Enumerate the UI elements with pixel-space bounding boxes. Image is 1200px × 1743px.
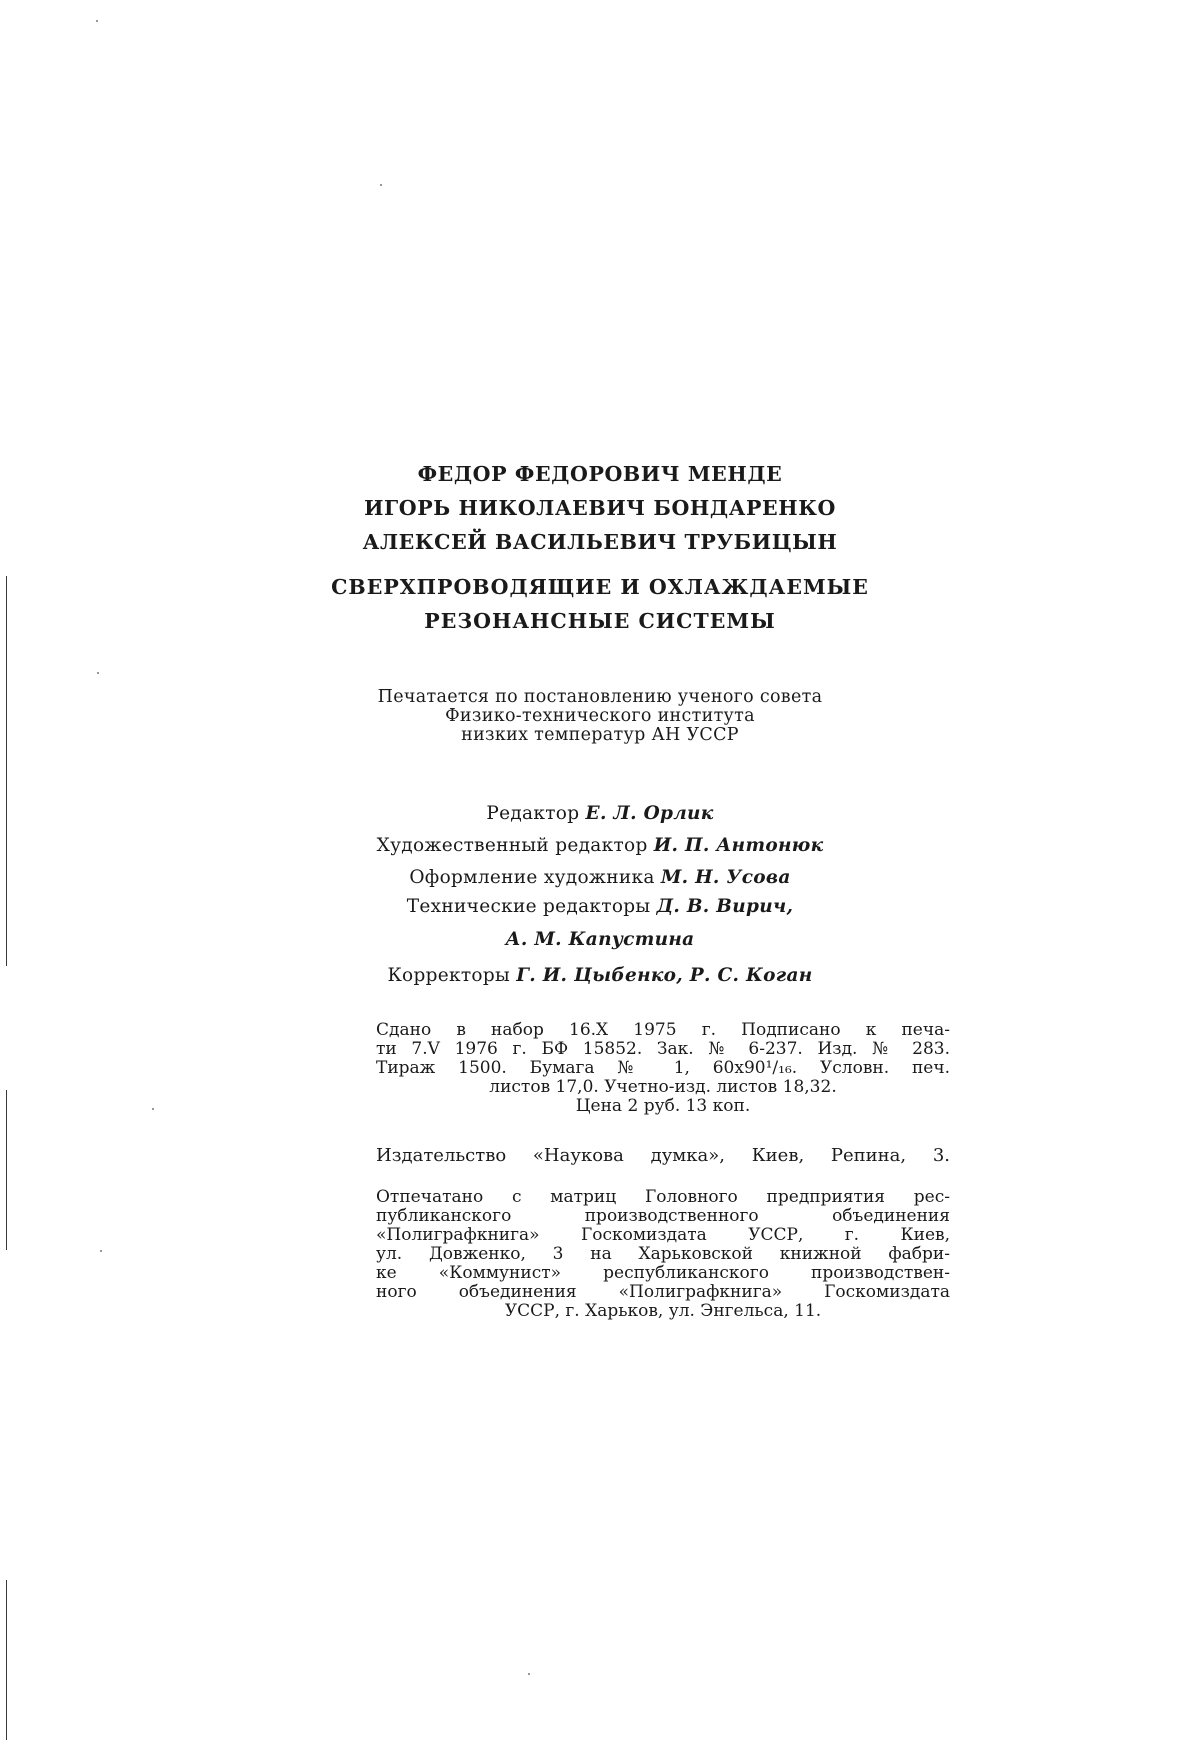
margin-line-middle [6, 1090, 7, 1250]
approval-note [0, 688, 1200, 745]
printer-line: ул. Довженко, 3 на Харьковской книжной фабри- [376, 1244, 950, 1264]
authors [0, 457, 1200, 559]
approval-line: Физико-технического института [445, 706, 755, 726]
editor-role: Оформление художника [409, 867, 661, 888]
colophon [376, 1021, 950, 1116]
colophon-line: Цена 2 руб. 13 коп. [575, 1096, 751, 1116]
publisher-line: Издательство «Наукова думка», Киев, Репина, 3. [376, 1145, 950, 1166]
scan-speck [97, 672, 99, 674]
approval-line: Печатается по постановлению ученого совета [377, 687, 823, 707]
editor-line [0, 894, 1200, 920]
colophon-line: Тираж 1500. Бумага № 1, 60x90¹/₁₆. Условн. печ. [376, 1058, 950, 1078]
title-line: СВЕРХПРОВОДЯЩИЕ И ОХЛАЖДАЕМЫЕ [331, 575, 869, 599]
printer-line: ного объединения «Полиграфкнига» Госкомиздата [376, 1282, 950, 1302]
scan-speck [96, 20, 98, 22]
printer-line: Отпечатано с матриц Головного предприятия рес- [376, 1187, 950, 1207]
editor-role: Художественный редактор [376, 835, 654, 856]
editor-line [0, 798, 1200, 830]
scan-speck [152, 1108, 154, 1110]
book-title [0, 570, 1200, 638]
colophon-line: Сдано в набор 16.X 1975 г. Подписано к печа- [376, 1020, 950, 1040]
editor-role: Редактор [486, 803, 586, 824]
editor-line [0, 920, 1200, 960]
author-name: ИГОРЬ НИКОЛАЕВИЧ БОНДАРЕНКО [364, 496, 836, 520]
printer-line: «Полиграфкнига» Госкомиздата УССР, г. Киев, [376, 1225, 950, 1245]
colophon-line: листов 17,0. Учетно-изд. листов 18,32. [489, 1077, 837, 1097]
title-line: РЕЗОНАНСНЫЕ СИСТЕМЫ [424, 609, 776, 633]
editor-name: А. М. Капустина [505, 929, 695, 950]
printer-line: ке «Коммунист» республиканского производствен- [376, 1263, 950, 1283]
scan-speck [380, 184, 382, 186]
editor-line [0, 862, 1200, 894]
editor-line [0, 830, 1200, 862]
editor-name: Д. В. Вирич, [656, 896, 794, 917]
scan-speck [528, 1673, 530, 1675]
printer-note [376, 1188, 950, 1321]
publisher [376, 1146, 950, 1165]
editor-name: Г. И. Цыбенко, Р. С. Коган [516, 965, 813, 986]
scan-speck [100, 1250, 102, 1252]
editor-role: Технические редакторы [406, 896, 657, 917]
approval-line: низких температур АН УССР [461, 725, 739, 745]
editor-name: М. Н. Усова [660, 867, 791, 888]
editor-role: Корректоры [387, 965, 517, 986]
editors-list [0, 798, 1200, 992]
author-name: АЛЕКСЕЙ ВАСИЛЬЕВИЧ ТРУБИЦЫН [362, 530, 838, 554]
margin-line-lower [6, 1580, 7, 1740]
editor-line [0, 960, 1200, 992]
editor-name: И. П. Антонюк [653, 835, 824, 856]
printer-line: УССР, г. Харьков, ул. Энгельса, 11. [504, 1301, 822, 1321]
editor-name: Е. Л. Орлик [585, 803, 714, 824]
colophon-line: ти 7.V 1976 г. БФ 15852. Зак. № 6-237. Изд. № 283. [376, 1039, 950, 1059]
printer-line: публиканского производственного объединения [376, 1206, 950, 1226]
author-name: ФЕДОР ФЕДОРОВИЧ МЕНДЕ [417, 462, 783, 486]
